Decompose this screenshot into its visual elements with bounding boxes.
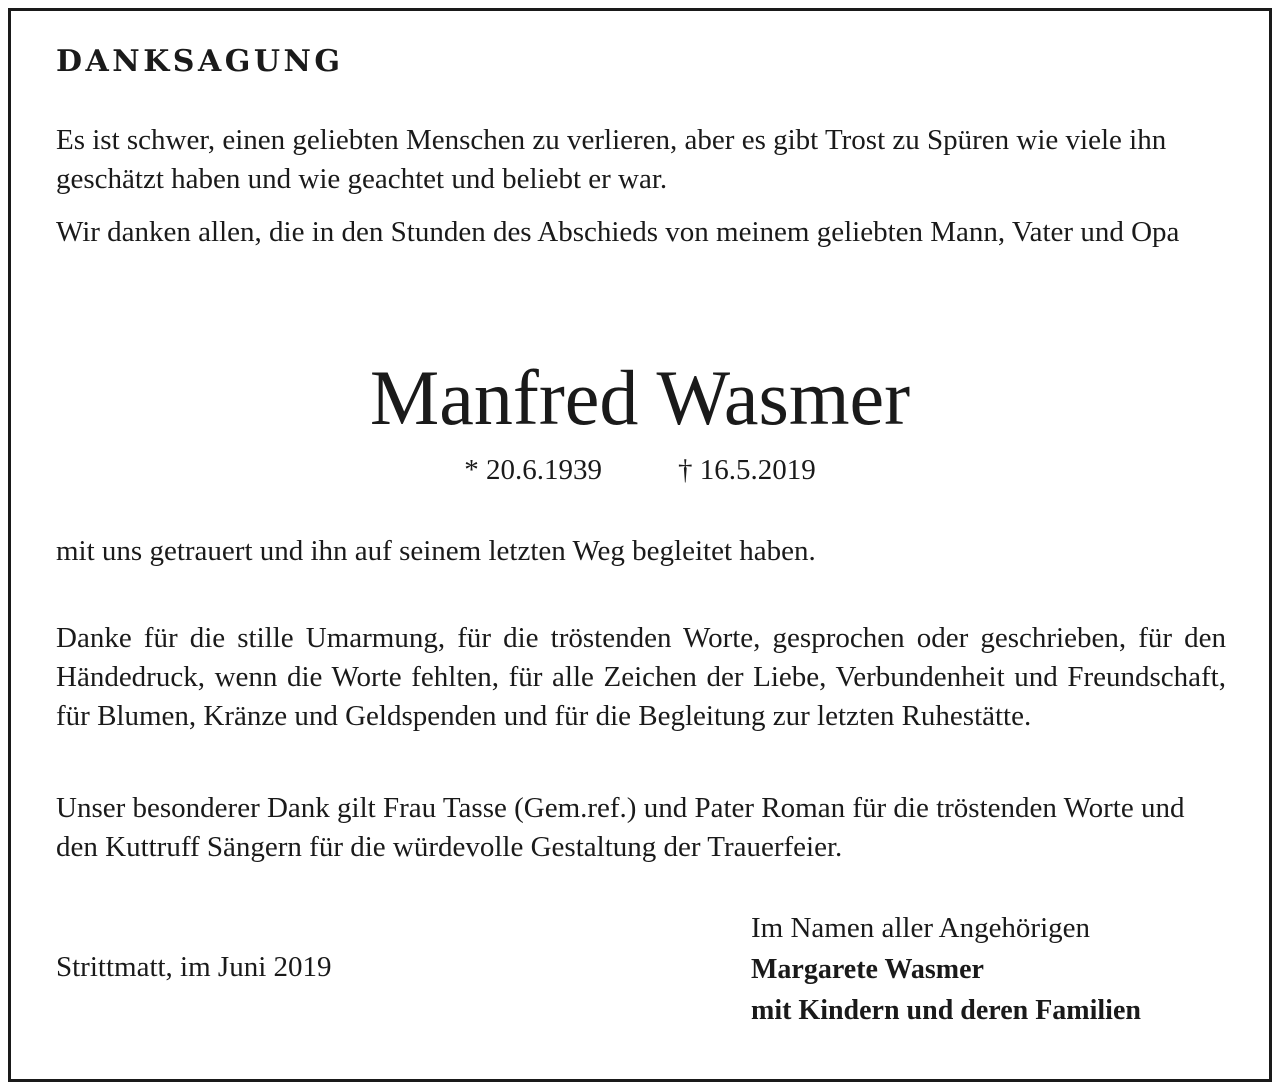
intro-paragraph-1: Es ist schwer, einen geliebten Menschen zu verlieren, aber es gibt Trost zu Spüren wie viele ihn geschätzt haben und wie geachtet und beliebt er war. [56, 124, 1167, 195]
place-date: Strittmatt, im Juni 2019 [56, 951, 332, 983]
thanks-paragraph-1: Danke für die stille Umarmung, für die tröstenden Worte, gesprochen oder geschrieben, für den Händedruck, wenn die Worte fehlten, für alle Zeichen der Liebe, Verbundenheit und Freundschaft, für Blumen, Kränze und Geldspenden und für die Begleitung zur letzten Ruhestätte. [56, 622, 1226, 732]
signature-family: mit Kindern und deren Familien [751, 995, 1141, 1026]
intro-paragraph-2: Wir danken allen, die in den Stunden des Abschieds von meinem geliebten Mann, Vater und Opa [56, 216, 1180, 248]
thanks-paragraph-2: Unser besonderer Dank gilt Frau Tasse (Gem.ref.) und Pater Roman für die tröstenden Worte und den Kuttruff Sängern für die würdevolle Gestaltung der Trauerfeier. [56, 792, 1185, 863]
signature-intro: Im Namen aller Angehörigen [751, 912, 1091, 944]
deceased-name: Manfred Wasmer [369, 354, 911, 441]
continuation-paragraph: mit uns getrauert und ihn auf seinem letzten Weg begleitet haben. [56, 535, 816, 567]
signature-name: Margarete Wasmer [751, 954, 984, 985]
notice-heading: DANKSAGUNG [56, 44, 344, 79]
signature-block [751, 908, 1141, 1031]
death-date: † 16.5.2019 [678, 454, 816, 486]
life-dates [0, 452, 1280, 488]
birth-date: * 20.6.1939 [464, 454, 602, 486]
